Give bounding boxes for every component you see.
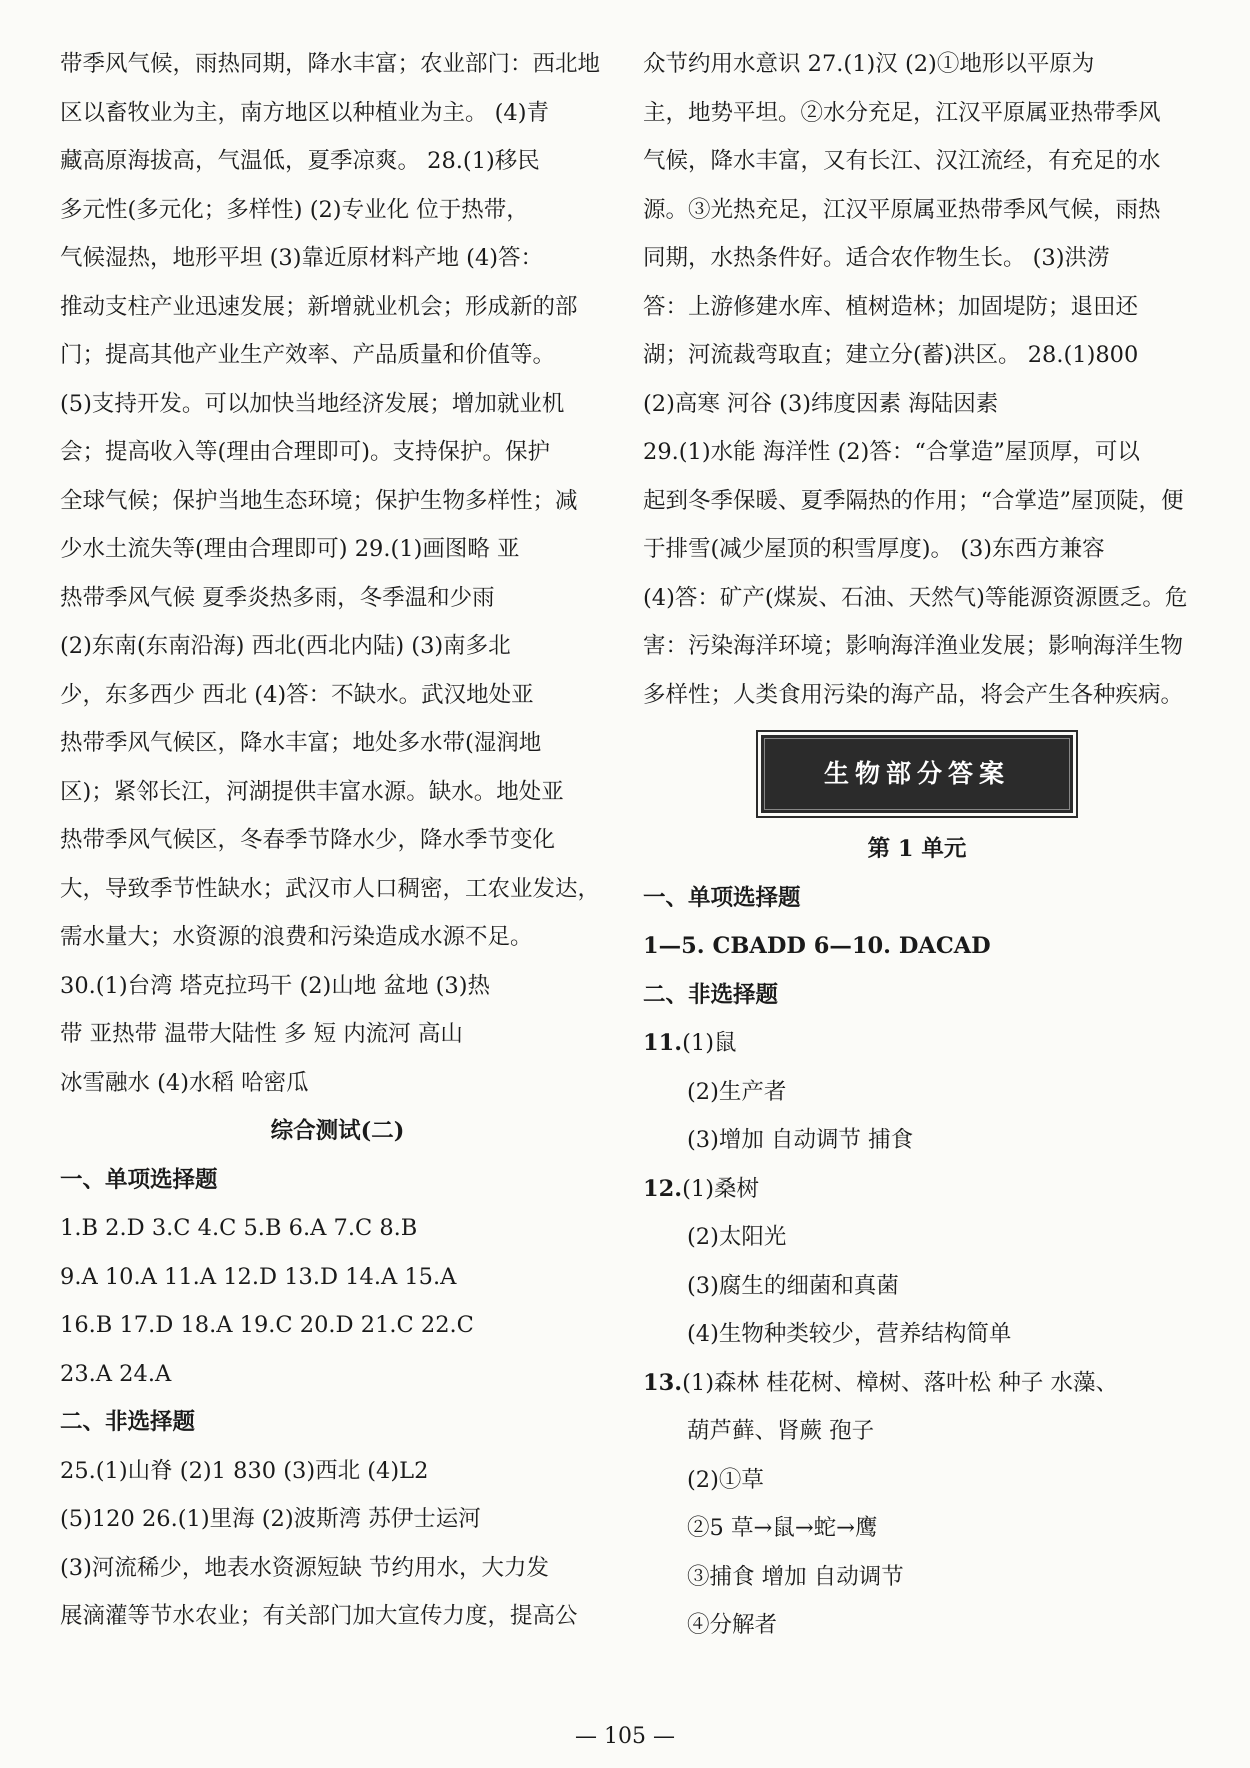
text-line: (5)支持开发。可以加快当地经济发展；增加就业机 bbox=[60, 390, 565, 417]
text-line: (3)河流稀少，地表水资源短缺 节约用水，大力发 bbox=[60, 1554, 550, 1581]
question-number: 13. bbox=[643, 1369, 683, 1396]
text-line: 门；提高其他产业生产效率、产品质量和价值等。 bbox=[60, 342, 556, 368]
text-line: 大，导致季节性缺水；武汉市人口稠密，工农业发达， bbox=[60, 875, 601, 902]
text-line: 藏高原海拔高，气温低，夏季凉爽。 28.(1)移民 bbox=[60, 148, 540, 174]
right-column bbox=[643, 40, 1191, 1650]
text-line: 30.(1)台湾 塔克拉玛干 (2)山地 盆地 (3)热 bbox=[60, 972, 491, 999]
answer-text: (1)桑树 bbox=[682, 1175, 760, 1202]
text-line: 少，东多西少 西北 (4)答：不缺水。武汉地处亚 bbox=[60, 681, 534, 708]
text-line: (2)东南(东南沿海) 西北(西北内陆) (3)南多北 bbox=[60, 633, 511, 659]
text-line: 展滴灌等节水农业；有关部门加大宣传力度，提高公 bbox=[60, 1603, 578, 1629]
answer-text: (1)森林 桂花树、樟树、落叶松 种子 水藻、 bbox=[682, 1369, 1118, 1396]
text-line: 热带季风气候区，冬春季节降水少，降水季节变化 bbox=[60, 827, 556, 853]
question-number: 11. bbox=[643, 1030, 683, 1056]
text-line: 起到冬季保暖、夏季隔热的作用；“合掌造”屋顶陡，便 bbox=[643, 487, 1184, 514]
question-11 bbox=[643, 1019, 1191, 1068]
text-line: 带季风气候，雨热同期，降水丰富；农业部门：西北地 bbox=[60, 51, 601, 77]
mc-heading: 一、单项选择题 bbox=[60, 1166, 218, 1193]
text-line: 需水量大；水资源的浪费和污染造成水源不足。 bbox=[60, 924, 533, 950]
answer-line: (3)腐生的细菌和真菌 bbox=[687, 1272, 899, 1299]
text-line: 源。③光热充足，江汉平原属亚热带季风气候，雨热 bbox=[643, 196, 1161, 223]
mc-heading: 一、单项选择题 bbox=[643, 884, 801, 911]
text-line: 冰雪融水 (4)水稻 哈密瓜 bbox=[60, 1069, 309, 1096]
question-13 bbox=[643, 1359, 1191, 1408]
mc-answers-line: 16.B 17.D 18.A 19.C 20.D 21.C 22.C bbox=[60, 1312, 474, 1338]
text-line: 全球气候；保护当地生态环境；保护生物多样性；减 bbox=[60, 487, 578, 514]
left-answer-text bbox=[60, 40, 615, 1107]
mc-answers-line: 23.A 24.A bbox=[60, 1360, 172, 1387]
mc-answers-line: 9.A 10.A 11.A 12.D 13.D 14.A 15.A bbox=[60, 1263, 457, 1290]
text-line: 29.(1)水能 海洋性 (2)答：“合掌造”屋顶厚，可以 bbox=[643, 439, 1140, 465]
text-line: 气候湿热，地形平坦 (3)靠近原材料产地 (4)答： bbox=[60, 245, 544, 271]
text-line: 推动支柱产业迅速发展；新增就业机会；形成新的部 bbox=[60, 293, 578, 320]
text-line: 于排雪(减少屋顶的积雪厚度)。 (3)东西方兼容 bbox=[643, 536, 1105, 562]
text-line: 众节约用水意识 27.(1)汉 (2)①地形以平原为 bbox=[643, 51, 1095, 77]
text-line: 区)；紧邻长江，河湖提供丰富水源。缺水。地处亚 bbox=[60, 778, 564, 805]
text-line: 带 亚热带 温带大陆性 多 短 内流河 高山 bbox=[60, 1021, 463, 1047]
text-line: 多样性；人类食用污染的海产品，将会产生各种疾病。 bbox=[643, 681, 1184, 708]
text-line: 25.(1)山脊 (2)1 830 (3)西北 (4)L2 bbox=[60, 1457, 429, 1484]
answer-text: (1)鼠 bbox=[682, 1030, 737, 1056]
section-banner: 生物部分答案 bbox=[761, 735, 1073, 813]
left-column bbox=[60, 40, 615, 1641]
text-line: (2)高寒 河谷 (3)纬度因素 海陆因素 bbox=[643, 390, 999, 417]
page-number: — 105 — bbox=[575, 1724, 675, 1749]
text-line: 害：污染海洋环境；影响海洋渔业发展；影响海洋生物 bbox=[643, 633, 1184, 659]
text-line: 湖；河流裁弯取直；建立分(蓄)洪区。 28.(1)800 bbox=[643, 342, 1139, 368]
nonmc-heading: 二、非选择题 bbox=[60, 1409, 196, 1435]
answer-line: (2)①草 bbox=[687, 1466, 764, 1493]
text-line: 同期，水热条件好。适合农作物生长。 (3)洪涝 bbox=[643, 245, 1110, 271]
mc-answers-line: 1.B 2.D 3.C 4.C 5.B 6.A 7.C 8.B bbox=[60, 1215, 418, 1241]
answer-line: (4)生物种类较少，营养结构简单 bbox=[687, 1321, 1012, 1347]
answer-line: ③捕食 增加 自动调节 bbox=[687, 1563, 904, 1590]
answer-line: ④分解者 bbox=[687, 1612, 778, 1638]
text-line: 主，地势平坦。②水分充足，江汉平原属亚热带季风 bbox=[643, 99, 1161, 126]
unit-title: 第 1 单元 bbox=[867, 836, 967, 862]
text-line: (4)答：矿产(煤炭、石油、天然气)等能源资源匮乏。危 bbox=[643, 584, 1188, 611]
right-answer-text bbox=[643, 40, 1191, 719]
text-line: 会；提高收入等(理由合理即可)。支持保护。保护 bbox=[60, 439, 551, 465]
answer-line: (2)太阳光 bbox=[687, 1224, 787, 1250]
text-line: 答：上游修建水库、植树造林；加固堤防；退田还 bbox=[643, 293, 1139, 320]
text-line: 多元性(多元化；多样性) (2)专业化 位于热带， bbox=[60, 196, 529, 223]
mc-answers-line: 1—5. CBADD 6—10. DACAD bbox=[643, 933, 991, 959]
question-number: 12. bbox=[643, 1175, 683, 1202]
answer-line: 葫芦藓、肾蕨 孢子 bbox=[687, 1418, 875, 1444]
section-title: 综合测试(二) bbox=[270, 1118, 405, 1144]
answer-line: ②5 草→鼠→蛇→鹰 bbox=[687, 1515, 878, 1541]
answer-line: (2)生产者 bbox=[687, 1078, 787, 1105]
text-line: 热带季风气候 夏季炎热多雨，冬季温和少雨 bbox=[60, 584, 495, 611]
text-line: (5)120 26.(1)里海 (2)波斯湾 苏伊士运河 bbox=[60, 1506, 481, 1532]
question-12 bbox=[643, 1165, 1191, 1214]
answer-line: (3)增加 自动调节 捕食 bbox=[687, 1127, 914, 1153]
text-line: 区以畜牧业为主，南方地区以种植业为主。 (4)青 bbox=[60, 99, 550, 126]
text-line: 热带季风气候区，降水丰富；地处多水带(湿润地 bbox=[60, 730, 542, 756]
nonmc-heading: 二、非选择题 bbox=[643, 981, 779, 1008]
text-line: 少水土流失等(理由合理即可) 29.(1)画图略 亚 bbox=[60, 536, 520, 562]
text-line: 气候，降水丰富，又有长江、汉江流经，有充足的水 bbox=[643, 148, 1161, 174]
